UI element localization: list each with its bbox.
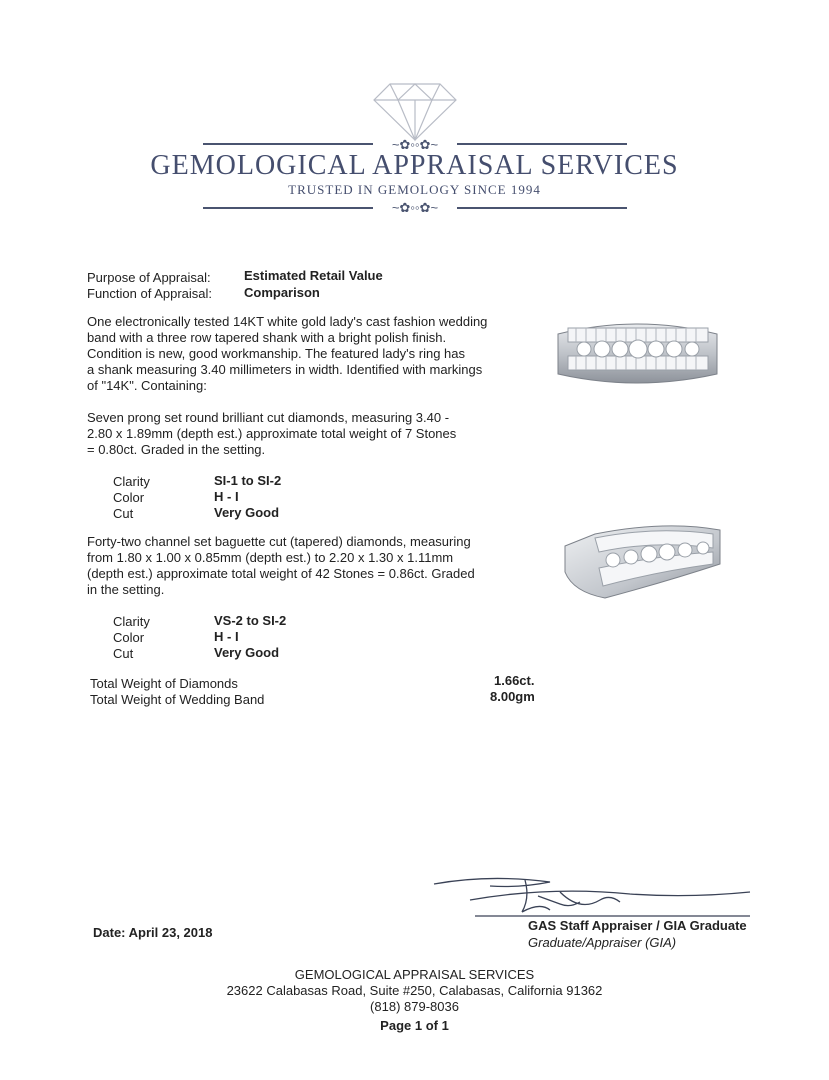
bottom-rule-right bbox=[457, 207, 627, 209]
footer-company: GEMOLOGICAL APPRAISAL SERVICES bbox=[294, 967, 535, 982]
total-diamonds-label: Total Weight of Diamonds bbox=[90, 676, 238, 691]
baguette-cut-label: Cut bbox=[113, 646, 134, 661]
round-color-value: H - I bbox=[214, 489, 239, 504]
round-diamonds-line: 2.80 x 1.89mm (depth est.) approximate total weight of 7 Stones bbox=[87, 426, 457, 441]
function-value: Comparison bbox=[244, 285, 320, 300]
total-band-value: 8.00gm bbox=[490, 689, 535, 704]
description-line: Condition is new, good workmanship. The featured lady's ring has bbox=[87, 346, 466, 361]
baguette-diamonds-line: (depth est.) approximate total weight of 42 Stones = 0.86ct. Graded bbox=[87, 566, 475, 581]
baguette-diamonds-description bbox=[87, 534, 475, 598]
baguette-clarity-value: VS-2 to SI-2 bbox=[214, 613, 287, 628]
ring-front-image bbox=[550, 312, 725, 392]
footer-address: 23622 Calabasas Road, Suite #250, Calabasas, California 91362 bbox=[226, 983, 603, 998]
round-clarity-value: SI-1 to SI-2 bbox=[214, 473, 282, 488]
round-cut-label: Cut bbox=[113, 506, 134, 521]
appraiser-subtitle: Graduate/Appraiser (GIA) bbox=[528, 935, 677, 950]
round-color-label: Color bbox=[113, 490, 145, 505]
page-number: Page 1 of 1 bbox=[380, 1018, 449, 1033]
description-line: a shank measuring 3.40 millimeters in width. Identified with markings bbox=[87, 362, 483, 377]
description-line: of "14K". Containing: bbox=[87, 378, 207, 393]
bottom-rule-left bbox=[203, 207, 373, 209]
company-tagline: TRUSTED IN GEMOLOGY SINCE 1994 bbox=[288, 182, 541, 197]
baguette-color-label: Color bbox=[113, 630, 145, 645]
top-rule-left bbox=[203, 143, 373, 145]
appraiser-title: GAS Staff Appraiser / GIA Graduate bbox=[528, 918, 747, 933]
baguette-diamonds-line: in the setting. bbox=[87, 582, 165, 597]
top-ornament-icon: ~✿◦◦✿~ bbox=[391, 137, 439, 152]
baguette-clarity-label: Clarity bbox=[113, 614, 150, 629]
round-cut-value: Very Good bbox=[214, 505, 280, 520]
ring-angled-image bbox=[555, 516, 725, 601]
round-diamonds-description bbox=[87, 410, 456, 458]
description-line: One electronically tested 14KT white gold lady's cast fashion wedding bbox=[87, 314, 488, 329]
round-clarity-label: Clarity bbox=[113, 474, 150, 489]
function-label: Function of Appraisal: bbox=[87, 286, 213, 301]
purpose-label: Purpose of Appraisal: bbox=[87, 270, 211, 285]
top-rule-right bbox=[457, 143, 627, 145]
item-description bbox=[87, 314, 487, 394]
company-title: GEMOLOGICAL APPRAISAL SERVICES bbox=[150, 150, 679, 181]
purpose-value: Estimated Retail Value bbox=[244, 268, 383, 283]
baguette-color-value: H - I bbox=[214, 629, 239, 644]
description-line: band with a three row tapered shank with a bright polish finish. bbox=[87, 330, 447, 345]
round-diamonds-line: Seven prong set round brilliant cut diamonds, measuring 3.40 - bbox=[87, 410, 450, 425]
total-band-label: Total Weight of Wedding Band bbox=[90, 692, 265, 707]
appraisal-date: Date: April 23, 2018 bbox=[93, 925, 213, 940]
total-diamonds-value: 1.66ct. bbox=[494, 673, 535, 688]
bottom-ornament-icon: ~✿◦◦✿~ bbox=[391, 200, 439, 215]
round-diamonds-line: = 0.80ct. Graded in the setting. bbox=[87, 442, 266, 457]
baguette-cut-value: Very Good bbox=[214, 645, 280, 660]
baguette-diamonds-line: from 1.80 x 1.00 x 0.85mm (depth est.) to 2.20 x 1.30 x 1.11mm bbox=[87, 550, 454, 565]
footer-phone: (818) 879-8036 bbox=[370, 999, 459, 1014]
baguette-diamonds-line: Forty-two channel set baguette cut (tapered) diamonds, measuring bbox=[87, 534, 471, 549]
